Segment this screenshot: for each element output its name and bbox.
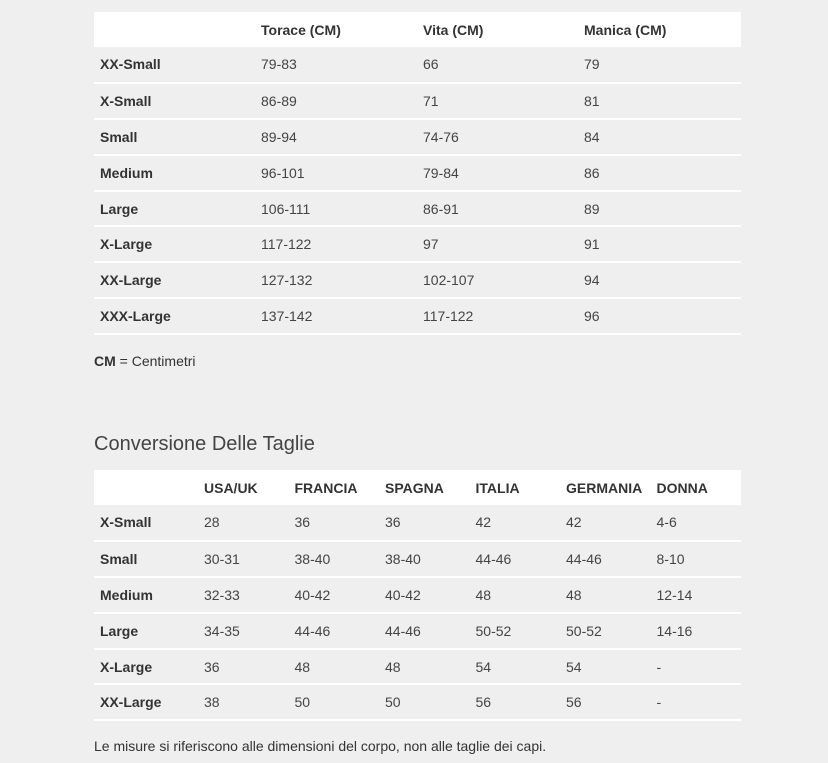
table-cell: 44-46 (560, 541, 651, 577)
table-row (94, 191, 741, 227)
cm-note-abbr: CM (94, 353, 116, 370)
table-cell: 48 (470, 577, 561, 613)
table-cell: 96-101 (255, 155, 417, 191)
table-cell: 50 (379, 684, 470, 720)
table-cell: 38-40 (289, 541, 380, 577)
column-header (94, 12, 255, 47)
row-label: Small (94, 119, 255, 155)
conversion-body (94, 505, 741, 720)
table-row (94, 83, 741, 119)
column-header (94, 470, 198, 505)
column-header: Torace (CM) (261, 21, 341, 38)
table-cell: 89 (578, 191, 741, 227)
row-label: XXX-Large (94, 298, 255, 334)
column-header: DONNA (656, 479, 708, 496)
footer-note: Le misure si riferiscono alle dimensioni del corpo, non alle taglie dei capi. (94, 738, 547, 754)
table-cell: 38 (198, 684, 289, 720)
conversion-table (94, 470, 741, 721)
table-cell: 14-16 (651, 613, 742, 649)
table-cell: 50-52 (560, 613, 651, 649)
table-cell: 106-111 (255, 191, 417, 227)
size-chart-table (94, 12, 741, 335)
table-row (94, 47, 741, 83)
table-cell: 117-122 (417, 298, 578, 334)
row-label: Large (94, 191, 255, 227)
table-cell: 38-40 (379, 541, 470, 577)
row-label: Medium (94, 155, 255, 191)
table-row (94, 155, 741, 191)
table-cell: - (651, 684, 742, 720)
table-cell: 54 (560, 649, 651, 685)
table-cell: 54 (470, 649, 561, 685)
table-row (94, 577, 741, 613)
table-cell: 42 (560, 505, 651, 541)
table-cell: 71 (417, 83, 578, 119)
cm-note (94, 353, 741, 369)
column-header: ITALIA (475, 479, 520, 496)
table-cell: 94 (578, 262, 741, 298)
row-label: X-Large (94, 226, 255, 262)
row-label: Large (94, 613, 198, 649)
table-row (94, 505, 741, 541)
row-label: Small (94, 541, 198, 577)
table-cell: 30-31 (198, 541, 289, 577)
table-row (94, 226, 741, 262)
table-cell: 84 (578, 119, 741, 155)
table-cell: 127-132 (255, 262, 417, 298)
table-cell: 50 (289, 684, 380, 720)
row-label: Medium (94, 577, 198, 613)
table-cell: 56 (470, 684, 561, 720)
table-cell: 86-91 (417, 191, 578, 227)
table-cell: 137-142 (255, 298, 417, 334)
table-cell: 74-76 (417, 119, 578, 155)
table-cell: 32-33 (198, 577, 289, 613)
table-cell: 91 (578, 226, 741, 262)
column-header: USA/UK (204, 479, 258, 496)
row-label: X-Large (94, 649, 198, 685)
table-cell: 102-107 (417, 262, 578, 298)
table-cell: 79-83 (255, 47, 417, 83)
table-cell: 4-6 (651, 505, 742, 541)
column-header: Vita (CM) (423, 21, 484, 38)
table-cell: 48 (560, 577, 651, 613)
table-cell: 89-94 (255, 119, 417, 155)
table-row (94, 684, 741, 720)
row-label: XX-Small (94, 47, 255, 83)
table-cell: 44-46 (289, 613, 380, 649)
table-cell: 86 (578, 155, 741, 191)
table-cell: 48 (289, 649, 380, 685)
table-cell: 117-122 (255, 226, 417, 262)
table-cell: 28 (198, 505, 289, 541)
table-cell: 56 (560, 684, 651, 720)
table-cell: 36 (379, 505, 470, 541)
column-header: GERMANIA (566, 479, 643, 496)
table-cell: 79-84 (417, 155, 578, 191)
column-header: FRANCIA (294, 479, 358, 496)
table-cell: 42 (470, 505, 561, 541)
table-cell: 44-46 (470, 541, 561, 577)
column-header: SPAGNA (385, 479, 444, 496)
conversion-header (94, 470, 741, 505)
table-row (94, 613, 741, 649)
conversion-title: Conversione Delle Taglie (94, 433, 315, 455)
table-cell: 40-42 (289, 577, 380, 613)
table-row (94, 298, 741, 334)
table-cell: 96 (578, 298, 741, 334)
table-cell: 12-14 (651, 577, 742, 613)
table-cell: 86-89 (255, 83, 417, 119)
table-cell: 34-35 (198, 613, 289, 649)
table-cell: 36 (289, 505, 380, 541)
row-label: XX-Large (94, 684, 198, 720)
size-chart-body (94, 47, 741, 334)
cm-note-text: = Centimetri (115, 353, 196, 370)
table-cell: 48 (379, 649, 470, 685)
table-cell: 97 (417, 226, 578, 262)
size-chart-section (94, 12, 741, 369)
table-cell: 40-42 (379, 577, 470, 613)
column-header: Manica (CM) (584, 21, 667, 38)
row-label: XX-Large (94, 262, 255, 298)
table-row (94, 119, 741, 155)
table-row (94, 262, 741, 298)
row-label: X-Small (94, 83, 255, 119)
table-cell: 36 (198, 649, 289, 685)
table-cell: 79 (578, 47, 741, 83)
table-cell: - (651, 649, 742, 685)
table-row (94, 541, 741, 577)
size-chart-header (94, 12, 741, 47)
table-cell: 44-46 (379, 613, 470, 649)
table-row (94, 649, 741, 685)
table-cell: 50-52 (470, 613, 561, 649)
row-label: X-Small (94, 505, 198, 541)
conversion-section (94, 470, 741, 721)
table-cell: 66 (417, 47, 578, 83)
table-cell: 8-10 (651, 541, 742, 577)
table-cell: 81 (578, 83, 741, 119)
